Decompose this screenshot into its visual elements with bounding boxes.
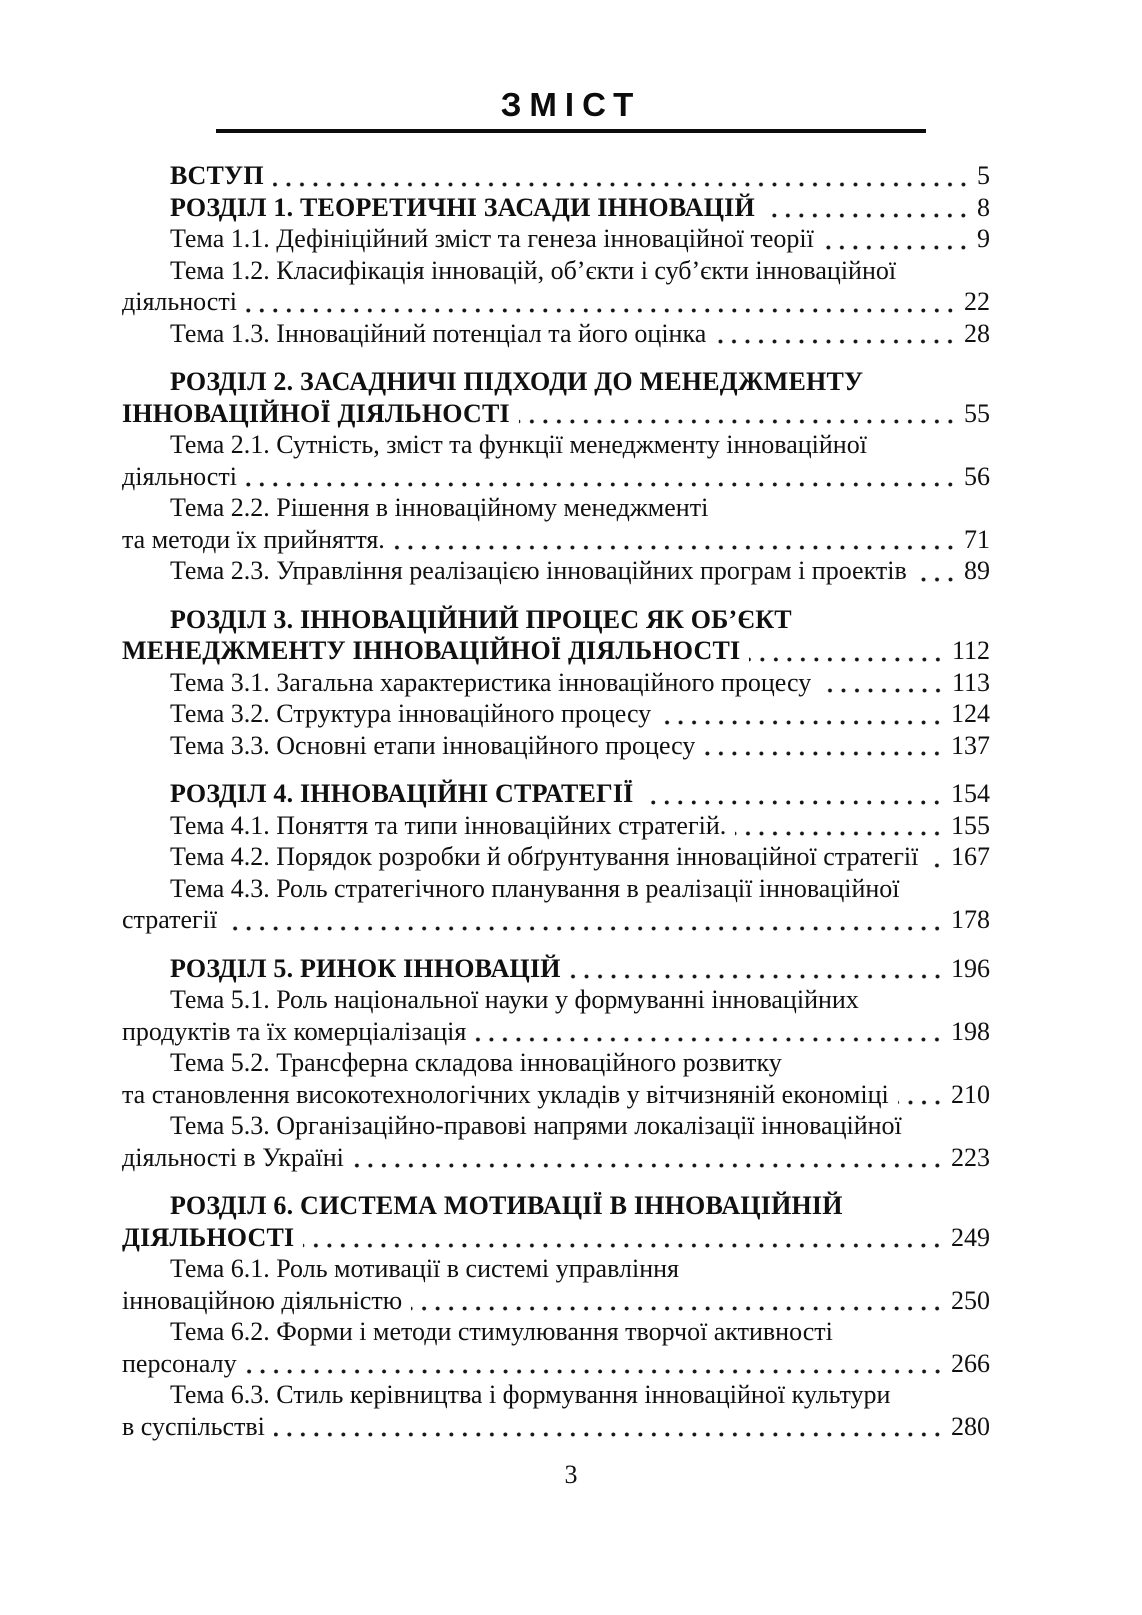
entry-page-number: 155 (951, 810, 990, 840)
entry-title-text: Тема 6.3. Стиль керівництва і формування інноваційної культури (170, 1380, 891, 1409)
dot-leader (749, 635, 947, 667)
toc-entry-line (122, 1190, 990, 1222)
toc-entry-line (122, 1253, 990, 1285)
entry-title-text: Тема 2.1. Сутність, зміст та функції менеджменту інноваційної (170, 430, 867, 459)
dot-leader (394, 524, 959, 556)
toc-entry (122, 555, 990, 587)
entry-title-text: Тема 4.1. Поняття та типи інноваційних стратегій. (170, 810, 727, 840)
dot-leader (475, 1016, 946, 1048)
toc-entry (122, 810, 990, 842)
entry-title-text: Тема 4.3. Роль стратегічного планування в реалізації інноваційної (170, 873, 900, 903)
toc-entry (122, 984, 990, 1047)
entry-page-number: 266 (951, 1348, 990, 1378)
toc-entry (122, 160, 990, 192)
entry-page-number: 8 (977, 192, 990, 222)
toc-entry (122, 1047, 990, 1110)
entry-title-text: стратегії (122, 905, 218, 934)
toc-entry (122, 778, 990, 810)
toc-entry-line (122, 223, 990, 255)
toc-entry-line (122, 604, 990, 636)
entry-title-text: Тема 6.2. Форми і методи стимулювання творчої активності (170, 1317, 833, 1346)
dot-leader (411, 1285, 946, 1317)
entry-title-text: продуктів та їх комерціалізація (122, 1016, 467, 1046)
toc-entry-line (122, 366, 990, 398)
entry-page-number: 249 (951, 1222, 990, 1252)
entry-title-text: Тема 1.3. Інноваційний потенціал та його оцінка (170, 318, 707, 348)
toc-entry (122, 366, 990, 429)
toc-entry (122, 318, 990, 350)
entry-title-text: РОЗДІЛ 6. СИСТЕМА МОТИВАЦІЇ В ІННОВАЦІЙНІЙ (170, 1191, 843, 1220)
entry-page-number: 210 (951, 1079, 990, 1109)
toc-entry (122, 698, 990, 730)
entry-title-text: ІННОВАЦІЙНОЇ ДІЯЛЬНОСТІ (122, 398, 510, 428)
dot-leader (715, 318, 959, 350)
dot-leader (898, 1079, 946, 1111)
entry-title-text: та становлення високотехнологічних укладів у вітчизняній економіці (122, 1079, 889, 1109)
toc-entry-line (122, 492, 990, 524)
toc-entry (122, 192, 990, 224)
toc-entry-line (122, 1142, 990, 1174)
toc-entry (122, 604, 990, 667)
dot-leader (823, 223, 972, 255)
entry-title-text: Тема 4.2. Порядок розробки й обґрунтування інноваційної стратегії (170, 842, 919, 871)
toc-entry-line (122, 398, 990, 430)
entry-title-text: діяльності в Україні (122, 1142, 344, 1172)
toc-entry-line (122, 318, 990, 350)
entry-page-number: 113 (951, 667, 990, 697)
entry-title-text: та методи їх прийняття. (122, 524, 385, 554)
entry-page-number: 55 (964, 398, 990, 428)
dot-leader (660, 698, 946, 730)
entry-title-text: РОЗДІЛ 3. ІННОВАЦІЙНИЙ ПРОЦЕС ЯК ОБ’ЄКТ (170, 604, 792, 634)
entry-page-number: 28 (964, 318, 990, 348)
entry-page-number: 22 (964, 287, 990, 316)
entry-title-text: Тема 3.3. Основні етапи інноваційного процесу (170, 730, 696, 760)
entry-title-text: персоналу (122, 1348, 237, 1378)
entry-page-number: 56 (964, 461, 990, 491)
toc-entry-line (122, 730, 990, 762)
toc-entry-line (122, 1079, 990, 1111)
entry-title-text: Тема 5.3. Організаційно-правові напрями локалізації інноваційної (170, 1111, 902, 1140)
entry-title-text: ДІЯЛЬНОСТІ (122, 1222, 295, 1252)
toc-entry-line (122, 873, 990, 905)
entry-page-number: 9 (977, 224, 990, 253)
dot-leader (916, 555, 959, 587)
dot-leader (246, 1348, 946, 1380)
toc-entry-line (122, 429, 990, 461)
page-header (0, 0, 1142, 133)
toc-entry (122, 667, 990, 699)
entry-page-number: 250 (951, 1285, 990, 1315)
dot-leader (353, 1142, 946, 1174)
entry-title-text: Тема 2.3. Управління реалізацією інноваційних програм і проектів (170, 556, 907, 585)
toc-entry-line (122, 192, 990, 224)
toc-entry-line (122, 461, 990, 493)
entry-title-text: РОЗДІЛ 2. ЗАСАДНИЧІ ПІДХОДИ ДО МЕНЕДЖМЕНТУ (170, 367, 864, 396)
toc-entry-line (122, 555, 990, 587)
entry-page-number: 196 (951, 953, 990, 983)
entry-title-text: Тема 5.1. Роль національної науки у формуванні інноваційних (170, 985, 859, 1014)
toc-entry-line (122, 984, 990, 1016)
entry-title-text: РОЗДІЛ 1. ТЕОРЕТИЧНІ ЗАСАДИ ІННОВАЦІЙ (170, 192, 755, 222)
toc-entry-line (122, 1285, 990, 1317)
toc-entry-line (122, 635, 990, 667)
toc-entry (122, 1379, 990, 1442)
dot-leader (303, 1222, 946, 1254)
dot-leader (764, 192, 972, 224)
entry-page-number: 223 (951, 1142, 990, 1172)
entry-page-number: 71 (964, 524, 990, 554)
dot-leader (274, 1411, 946, 1443)
toc-entry-line (122, 698, 990, 730)
toc-entry-line (122, 904, 990, 936)
entry-page-number: 124 (951, 699, 990, 728)
dot-leader (927, 841, 946, 873)
entry-title-text: діяльності (122, 287, 237, 316)
toc-entry-line (122, 841, 990, 873)
toc-entry-line (122, 524, 990, 556)
toc-entry-line (122, 1316, 990, 1348)
entry-title-text: Тема 3.1. Загальна характеристика інноваційного процесу (170, 667, 812, 697)
entry-title-text: РОЗДІЛ 4. ІННОВАЦІЙНІ СТРАТЕГІЇ (170, 779, 634, 808)
toc-entry-line (122, 667, 990, 699)
dot-leader (570, 953, 946, 985)
entry-title-text: РОЗДІЛ 5. РИНОК ІННОВАЦІЙ (170, 953, 561, 983)
dot-leader (246, 286, 959, 318)
entry-page-number: 154 (951, 779, 990, 808)
toc-entry (122, 730, 990, 762)
dot-leader (704, 730, 946, 762)
toc-entry-line (122, 1110, 990, 1142)
entry-title-text: Тема 2.2. Рішення в інноваційному менеджменті (170, 493, 709, 522)
entry-page-number: 167 (951, 842, 990, 871)
toc-entry (122, 841, 990, 873)
entry-title-text: діяльності (122, 461, 237, 491)
page-number: 3 (564, 1460, 578, 1489)
toc-entry (122, 1316, 990, 1379)
toc-entry-line (122, 953, 990, 985)
toc-entry-line (122, 778, 990, 810)
entry-title-text: Тема 6.1. Роль мотивації в системі управління (170, 1254, 679, 1283)
entry-page-number: 112 (951, 636, 990, 665)
toc-entry-line (122, 160, 990, 192)
toc-entry-line (122, 255, 990, 287)
entry-page-number: 280 (951, 1411, 990, 1441)
toc-entry-line (122, 1016, 990, 1048)
toc-entry-line (122, 1047, 990, 1079)
toc-entry (122, 873, 990, 936)
entry-page-number: 89 (964, 556, 990, 585)
toc-entry-line (122, 1379, 990, 1411)
entry-page-number: 5 (977, 161, 990, 190)
dot-leader (519, 398, 959, 430)
entry-title-text: Тема 5.2. Трансферна складова інноваційного розвитку (170, 1048, 782, 1077)
entry-page-number: 198 (951, 1016, 990, 1046)
toc-entry (122, 1110, 990, 1173)
dot-leader (226, 904, 946, 936)
dot-leader (820, 667, 947, 699)
entry-title-text: МЕНЕДЖМЕНТУ ІННОВАЦІЙНОЇ ДІЯЛЬНОСТІ (122, 636, 741, 665)
toc-entry-line (122, 1348, 990, 1380)
table-of-contents (122, 160, 990, 1442)
entry-title-text: Тема 3.2. Структура інноваційного процесу (170, 699, 652, 728)
title-underline (216, 129, 926, 133)
toc-entry (122, 492, 990, 555)
toc-entry (122, 1253, 990, 1316)
toc-entry (122, 429, 990, 492)
toc-entry-line (122, 286, 990, 318)
entry-title-text: інноваційною діяльністю (122, 1285, 403, 1315)
entry-title-text: Тема 1.1. Дефініційний зміст та генеза інноваційної теорії (170, 224, 814, 253)
entry-title-text: Тема 1.2. Класифікація інновацій, об’єкти і суб’єкти інноваційної (170, 255, 897, 285)
page-title: ЗМІСТ (500, 86, 642, 123)
dot-leader (642, 778, 946, 810)
toc-entry-line (122, 810, 990, 842)
dot-leader (735, 810, 946, 842)
entry-title-text: в суспільстві (122, 1411, 265, 1441)
toc-entry (122, 953, 990, 985)
dot-leader (273, 160, 972, 192)
entry-page-number: 178 (951, 905, 990, 934)
toc-entry (122, 255, 990, 318)
entry-title-text: ВСТУП (170, 161, 264, 190)
toc-entry (122, 223, 990, 255)
toc-entry (122, 1190, 990, 1253)
toc-entry-line (122, 1222, 990, 1254)
toc-entry-line (122, 1411, 990, 1443)
dot-leader (246, 461, 959, 493)
entry-page-number: 137 (951, 730, 990, 760)
